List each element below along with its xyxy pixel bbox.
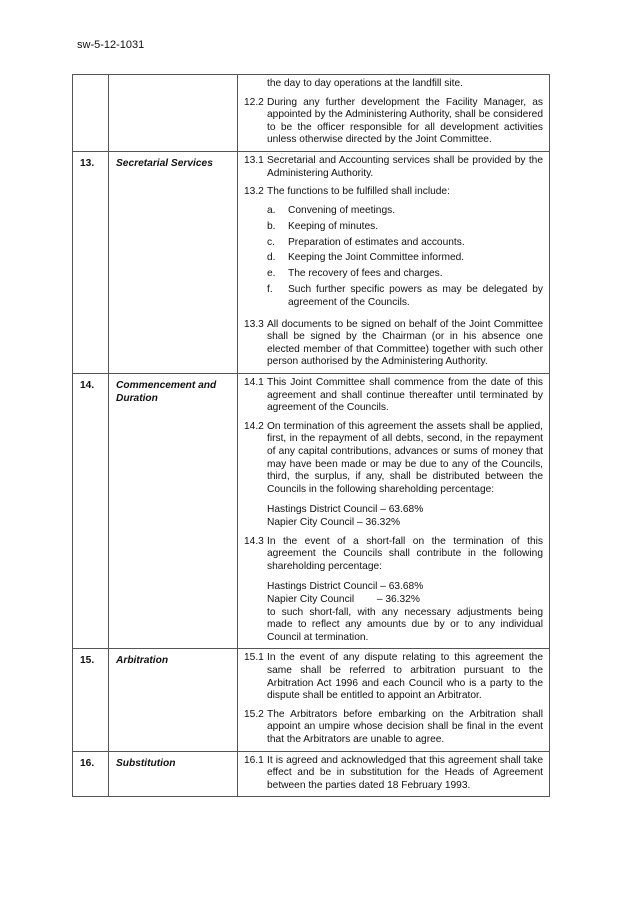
subclause-15-2 bbox=[244, 709, 543, 747]
table-row-14 bbox=[73, 374, 550, 649]
clause-number bbox=[73, 75, 109, 152]
clause-heading: Arbitration bbox=[109, 649, 238, 751]
table-row-13 bbox=[73, 151, 550, 373]
clauses-table bbox=[72, 74, 550, 797]
subclause-text: In the event of a short-fall on the termination of this agreement the Councils shall contribute in the following shareholding percentage: bbox=[267, 535, 543, 572]
clause-number: 15. bbox=[73, 649, 109, 751]
list-item: b. Keeping of minutes. bbox=[267, 220, 379, 232]
subclause-12-2 bbox=[244, 97, 543, 147]
functions-list bbox=[267, 205, 543, 310]
table-row-16 bbox=[73, 751, 550, 797]
subclause-text: This Joint Committee shall commence from the date of this agreement and shall continue thereafter until terminated by agreement of the Councils. bbox=[267, 377, 543, 414]
clause-number: 14. bbox=[73, 374, 109, 649]
shareholding-napier: Napier City Council – 36.32% bbox=[267, 593, 420, 605]
clause-number: 16. bbox=[73, 751, 109, 797]
table-row-15 bbox=[73, 649, 550, 751]
list-item: f. Such further specific powers as may be delegated by agreement of the Councils. bbox=[267, 284, 543, 308]
clause-heading bbox=[109, 75, 238, 152]
subclause-text: The Arbitrators before embarking on the Arbitration shall appoint an umpire whose decision shall be final in the event that the Arbitrators are unable to agree. bbox=[267, 708, 543, 745]
subclause-text: During any further development the Facility Manager, as appointed by the Administering Authority, shall be considered to be the officer responsible for all development activities unless otherwise directed by the Joint Committee. bbox=[267, 96, 543, 146]
subclause-number: 12.2 bbox=[244, 96, 264, 108]
shareholding-napier: Napier City Council – 36.32% bbox=[267, 517, 401, 528]
subclause-number: 13.2 bbox=[244, 186, 264, 198]
clause-body bbox=[238, 151, 550, 373]
subclause-text: It is agreed and acknowledged that this agreement shall take effect and be in substitution for the Heads of Agreement between the parties dated 18 February 1993. bbox=[267, 754, 543, 791]
subclause-number: 15.1 bbox=[244, 652, 264, 664]
clause-heading: Secretarial Services bbox=[109, 151, 238, 373]
subclause-13-1 bbox=[244, 155, 543, 180]
list-item: d. Keeping the Joint Committee informed. bbox=[267, 252, 465, 264]
subclause-text: All documents to be signed on behalf of the Joint Committee shall be signed by the Chairman (or in his absence one elected member of that Committee) together with such other person authorised by the Administering Authority. bbox=[267, 318, 543, 368]
subclause-number: 15.2 bbox=[244, 708, 264, 720]
subclause-14-2 bbox=[244, 421, 543, 530]
subclause-text: Secretarial and Accounting services shall be provided by the Administering Authority. bbox=[267, 154, 543, 179]
clause-heading: Substitution bbox=[109, 751, 238, 797]
subclause-number: 14.2 bbox=[244, 420, 264, 432]
subclause-text: the day to day operations at the landfill site. bbox=[267, 78, 463, 89]
subclause-number: 16.1 bbox=[244, 754, 264, 766]
subclause-continuation bbox=[244, 78, 543, 91]
subclause-number: 13.1 bbox=[244, 154, 264, 166]
subclause-13-2 bbox=[244, 186, 543, 313]
clause-heading: Commencement and Duration bbox=[109, 374, 238, 649]
clause-body bbox=[238, 75, 550, 152]
subclause-number: 14.3 bbox=[244, 535, 264, 547]
list-item: c. Preparation of estimates and accounts. bbox=[267, 236, 465, 248]
subclause-number: 13.3 bbox=[244, 318, 264, 330]
subclause-14-3 bbox=[244, 536, 543, 645]
shareholding-hastings: Hastings District Council – 63.68% bbox=[267, 504, 424, 516]
subclause-13-3 bbox=[244, 319, 543, 369]
table-row-continuation bbox=[73, 75, 550, 152]
subclause-text: On termination of this agreement the assets shall be applied, first, in the repayment of all debts, second, in the repayment of any capital contributions, advances or sums of money that may have been made or may be due to any of the Councils, third, the surplus, if any, shall be distributed between the Councils in the following shareholding percentage: bbox=[267, 420, 543, 495]
clause-body bbox=[238, 649, 550, 751]
shareholding-hastings: Hastings District Council – 63.68% bbox=[267, 581, 424, 593]
subclause-text: In the event of any dispute relating to this agreement the same shall be referred to arbitration pursuant to the Arbitration Act 1996 and each Council who is a party to the dispute shall be entitled to appoint an Arbitrator. bbox=[267, 652, 543, 702]
clause-body bbox=[238, 374, 550, 649]
subclause-14-1 bbox=[244, 377, 543, 415]
subclause-15-1 bbox=[244, 652, 543, 702]
clause-body bbox=[238, 751, 550, 797]
subclause-16-1 bbox=[244, 755, 543, 793]
list-item: a. Convening of meetings. bbox=[267, 204, 396, 216]
list-item: e. The recovery of fees and charges. bbox=[267, 268, 443, 280]
subclause-tail-text: to such short-fall, with any necessary adjustments being made to reflect any amounts due by or to any individual Council at termination. bbox=[267, 606, 543, 643]
subclause-text: The functions to be fulfilled shall include: bbox=[267, 186, 450, 198]
subclause-number: 14.1 bbox=[244, 377, 264, 389]
clause-number: 13. bbox=[73, 151, 109, 373]
document-reference: sw-5-12-1031 bbox=[77, 39, 145, 51]
